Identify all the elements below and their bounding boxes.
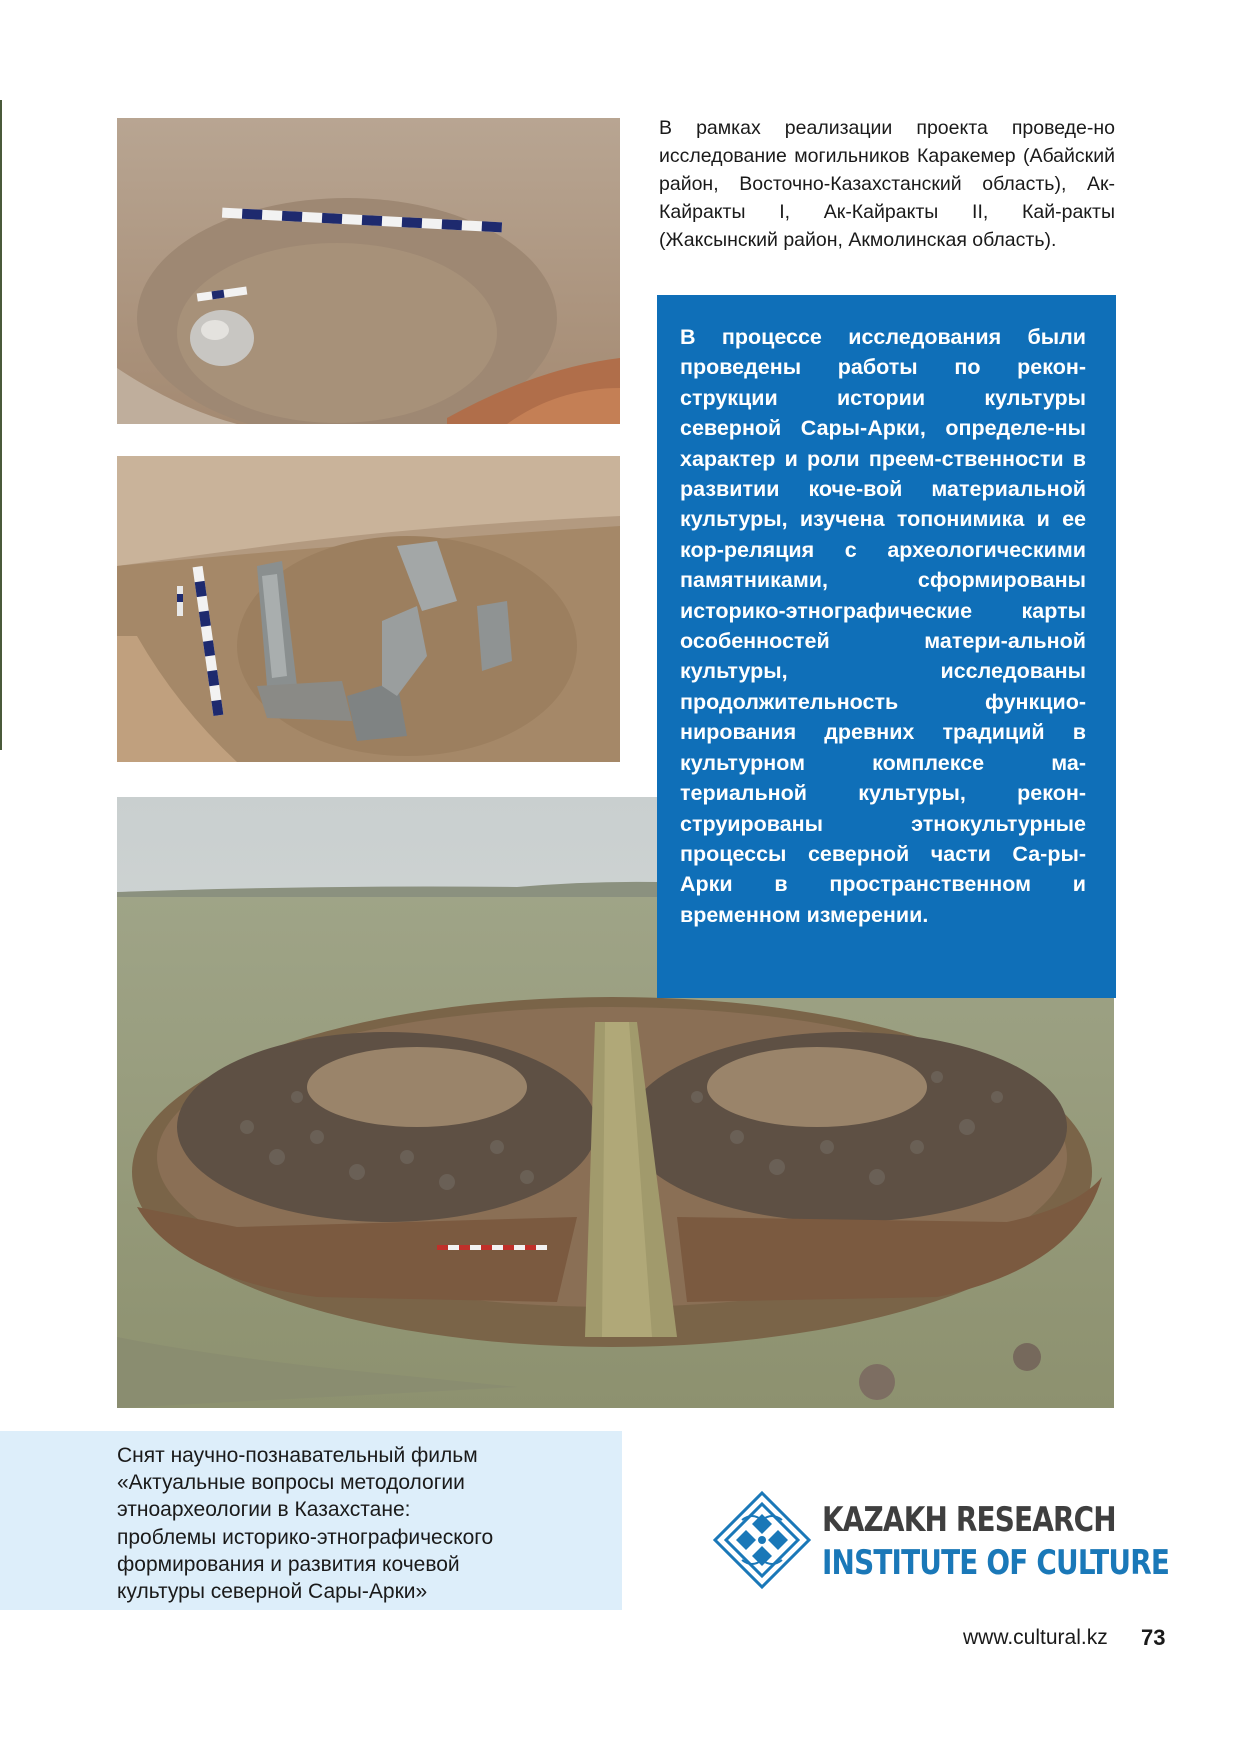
footer-url-link[interactable]: www.cultural.kz: [963, 1626, 1108, 1649]
excavation-photo-2: [117, 456, 620, 762]
excavation-photo-1: [117, 118, 620, 424]
highlight-box: [657, 295, 1116, 998]
kazakh-ornament-icon: [712, 1490, 812, 1590]
film-caption: Снят научно-познавательный фильм «Актуальные вопросы методологии этноархеологии в Казахстане: проблемы историко-этнографического формирования и развития кочевой культуры северной Сары-Арки»: [117, 1444, 494, 1604]
intro-paragraph: В рамках реализации проекта проведе-но исследование могильников Каракемер (Абайский район, Восточно-Казахстанский область), Ак-Кайракты I, Ак-Кайракты II, Кай-ракты (Жаксынский район, Акмолинская область).: [659, 117, 1115, 251]
institute-logo: [712, 1490, 1170, 1590]
logo-text-line1: KAZAKH RESEARCH: [822, 1500, 1116, 1540]
page-number: 73: [1141, 1625, 1166, 1650]
highlight-paragraph: В процессе исследования были проведены работы по рекон-струкции истории культуры северной Сары-Арки, определе-ны характер и роли преем-ственности в развитии коче-вой материальной культуры, изучена топонимика и ее кор-реляция с археологическими памятниками, сформированы историко-этнографические карты особенностей матери-альной культуры, исследованы продолжительность функцио-нирования древних традиций в культурном комплексе ма-териальной культуры, рекон-струированы этнокультурные процессы северной части Са-ры-Арки в пространственном и временном измерении.: [680, 325, 1086, 927]
logo-text-line2: INSTITUTE OF CULTURE: [822, 1543, 1170, 1583]
film-caption-box: [0, 1431, 622, 1610]
edge-marker: [0, 100, 2, 750]
